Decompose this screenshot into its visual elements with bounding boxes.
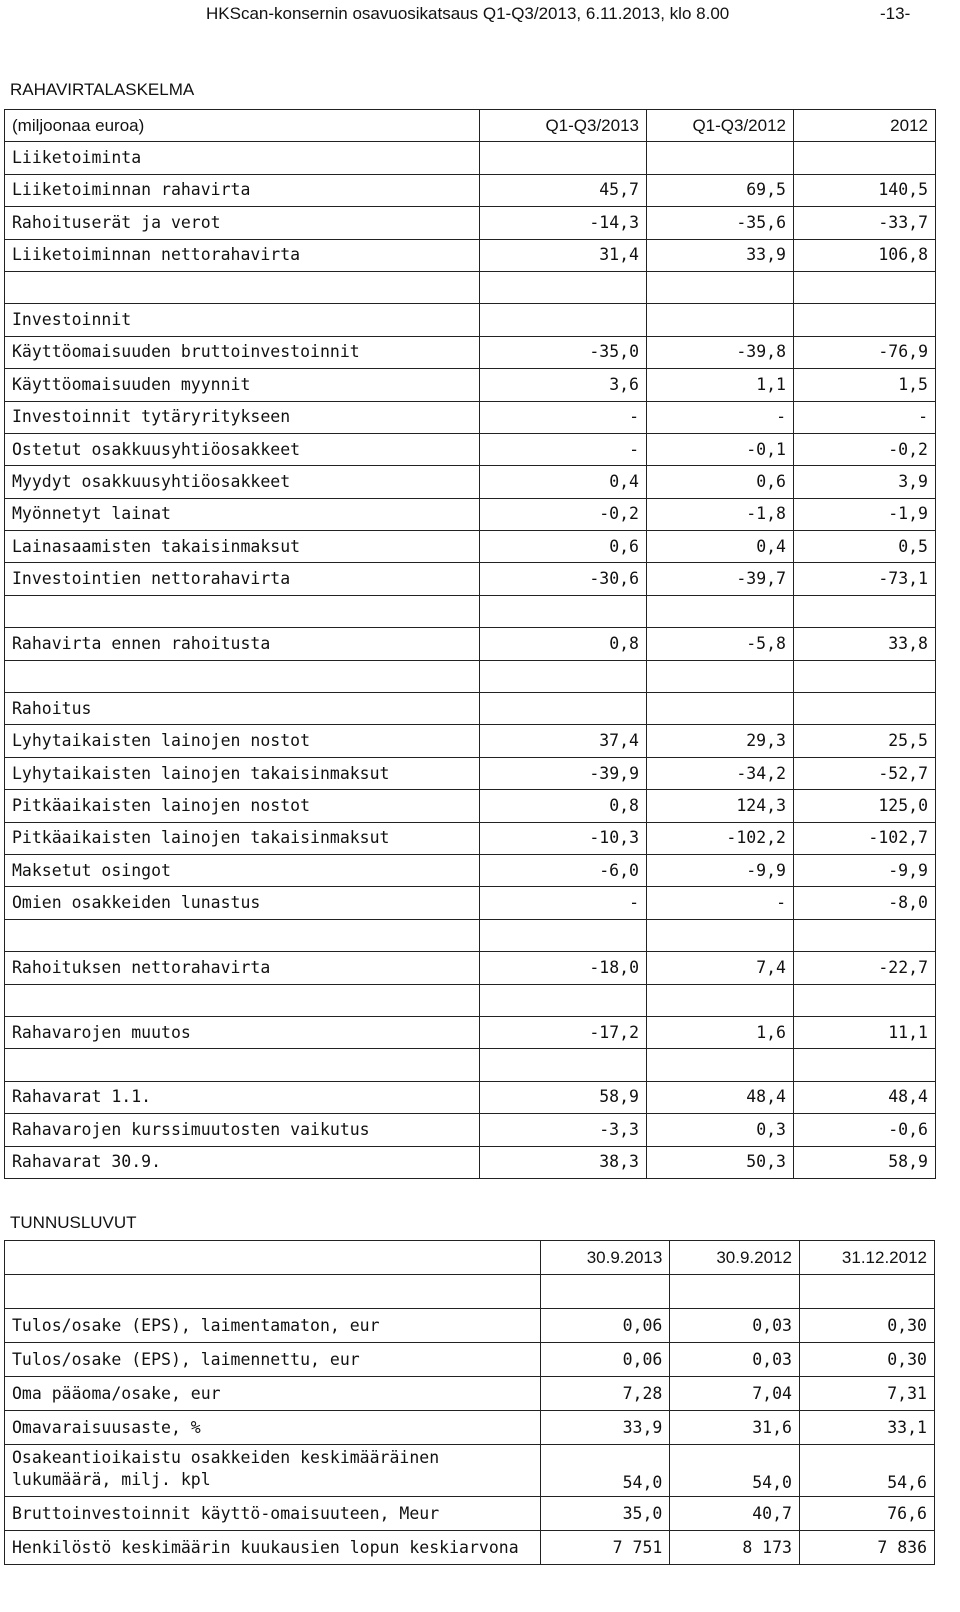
cell-value: -102,7	[794, 822, 936, 854]
row-label	[5, 1049, 480, 1081]
cell-value: 106,8	[794, 239, 936, 271]
column-header-30-9-2013: 30.9.2013	[540, 1241, 670, 1275]
cell-value: 31,4	[480, 239, 647, 271]
cell-value: 7,28	[540, 1377, 670, 1411]
cell-value: -102,2	[647, 822, 794, 854]
cashflow-row	[5, 952, 936, 984]
cell-value: -22,7	[794, 952, 936, 984]
cell-value: 8 173	[670, 1531, 800, 1565]
row-label: Rahavarojen kurssimuutosten vaikutus	[5, 1114, 480, 1146]
cell-value: -0,2	[794, 433, 936, 465]
cashflow-row	[5, 304, 936, 336]
cell-value: 7,4	[647, 952, 794, 984]
cell-value: -30,6	[480, 563, 647, 595]
cell-value: 0,03	[670, 1309, 800, 1343]
cell-value: -0,6	[794, 1114, 936, 1146]
cell-value	[794, 919, 936, 951]
cell-value: -34,2	[647, 757, 794, 789]
cell-value	[794, 693, 936, 725]
row-label: Rahavirta ennen rahoitusta	[5, 628, 480, 660]
cell-value: 7,31	[799, 1377, 934, 1411]
cell-value: 37,4	[480, 725, 647, 757]
cell-value: -9,9	[794, 854, 936, 886]
cell-value: -5,8	[647, 628, 794, 660]
row-label: Investointien nettorahavirta	[5, 563, 480, 595]
cell-value: 0,30	[799, 1309, 934, 1343]
row-label: Bruttoinvestoinnit käyttö-omaisuuteen, Meur	[5, 1497, 541, 1531]
cashflow-row	[5, 660, 936, 692]
cell-value: 11,1	[794, 1016, 936, 1048]
cell-value: 33,1	[799, 1411, 934, 1445]
cell-value: -	[480, 887, 647, 919]
cashflow-row	[5, 1016, 936, 1048]
row-label: Lyhytaikaisten lainojen takaisinmaksut	[5, 757, 480, 789]
cell-value: 45,7	[480, 174, 647, 206]
row-label: Investoinnit tytäryritykseen	[5, 401, 480, 433]
cashflow-row	[5, 984, 936, 1016]
cell-value: -0,2	[480, 498, 647, 530]
cashflow-row	[5, 854, 936, 886]
cashflow-header-row	[5, 110, 936, 142]
cell-value: 54,0	[540, 1445, 670, 1497]
cell-value: 0,8	[480, 628, 647, 660]
cell-value	[647, 595, 794, 627]
cell-value	[647, 919, 794, 951]
cell-value	[480, 660, 647, 692]
kpi-heading: TUNNUSLUVUT	[10, 1213, 137, 1232]
cashflow-row	[5, 595, 936, 627]
cashflow-row	[5, 401, 936, 433]
row-label: Omavaraisuusaste, %	[5, 1411, 541, 1445]
cell-value: -35,0	[480, 336, 647, 368]
cell-value: 0,4	[647, 531, 794, 563]
cell-value: 0,6	[480, 531, 647, 563]
row-label: Tulos/osake (EPS), laimennettu, eur	[5, 1343, 541, 1377]
cell-value: 3,6	[480, 369, 647, 401]
cell-value: 7,04	[670, 1377, 800, 1411]
cell-value	[799, 1275, 934, 1309]
row-label: Käyttöomaisuuden myynnit	[5, 369, 480, 401]
cashflow-row	[5, 1114, 936, 1146]
cell-value: -0,1	[647, 433, 794, 465]
cell-value	[647, 271, 794, 303]
cell-value	[647, 693, 794, 725]
cashflow-row	[5, 628, 936, 660]
cell-value: 3,9	[794, 466, 936, 498]
cashflow-row	[5, 271, 936, 303]
cell-value: -	[647, 887, 794, 919]
cell-value: 76,6	[799, 1497, 934, 1531]
row-label: Pitkäaikaisten lainojen takaisinmaksut	[5, 822, 480, 854]
cashflow-row	[5, 239, 936, 271]
cell-value: 35,0	[540, 1497, 670, 1531]
cell-value	[647, 1049, 794, 1081]
cell-value: 1,5	[794, 369, 936, 401]
cell-value: 7 751	[540, 1531, 670, 1565]
cell-value	[480, 693, 647, 725]
cashflow-row	[5, 466, 936, 498]
cell-value: 0,30	[799, 1343, 934, 1377]
cashflow-row	[5, 693, 936, 725]
column-header-q1q3-2013: Q1-Q3/2013	[480, 110, 647, 142]
cell-value	[480, 304, 647, 336]
cell-value: 58,9	[794, 1146, 936, 1178]
cell-value: 0,06	[540, 1343, 670, 1377]
cashflow-row	[5, 498, 936, 530]
cell-value	[794, 142, 936, 174]
cell-value: 33,9	[647, 239, 794, 271]
cell-value: 124,3	[647, 790, 794, 822]
row-label: Rahoituksen nettorahavirta	[5, 952, 480, 984]
column-header-2012: 2012	[794, 110, 936, 142]
row-label	[5, 919, 480, 951]
cashflow-row	[5, 336, 936, 368]
cell-value: 1,6	[647, 1016, 794, 1048]
cell-value: -	[480, 433, 647, 465]
kpi-row	[5, 1343, 935, 1377]
column-header-label	[5, 1241, 541, 1275]
cell-value	[647, 142, 794, 174]
row-label: Oma pääoma/osake, eur	[5, 1377, 541, 1411]
cell-value: 33,8	[794, 628, 936, 660]
cashflow-table	[4, 109, 936, 1179]
cell-value: 69,5	[647, 174, 794, 206]
cell-value: 0,6	[647, 466, 794, 498]
page-number: -13-	[880, 4, 911, 23]
cell-value: 0,4	[480, 466, 647, 498]
cell-value: 54,0	[670, 1445, 800, 1497]
cell-value	[647, 984, 794, 1016]
cell-value: -39,9	[480, 757, 647, 789]
cell-value: 0,5	[794, 531, 936, 563]
cell-value	[480, 271, 647, 303]
cell-value: -18,0	[480, 952, 647, 984]
row-label: Rahavarojen muutos	[5, 1016, 480, 1048]
column-header-q1q3-2012: Q1-Q3/2012	[647, 110, 794, 142]
cell-value: 31,6	[670, 1411, 800, 1445]
row-label: Rahoitus	[5, 693, 480, 725]
row-label	[5, 984, 480, 1016]
cell-value: 48,4	[647, 1081, 794, 1113]
cell-value	[647, 304, 794, 336]
row-label: Lainasaamisten takaisinmaksut	[5, 531, 480, 563]
cell-value: -	[480, 401, 647, 433]
cell-value: -33,7	[794, 207, 936, 239]
cell-value	[794, 1049, 936, 1081]
cell-value: -35,6	[647, 207, 794, 239]
cashflow-row	[5, 1081, 936, 1113]
cashflow-row	[5, 757, 936, 789]
cell-value: 54,6	[799, 1445, 934, 1497]
cashflow-row	[5, 1146, 936, 1178]
cashflow-row	[5, 531, 936, 563]
cell-value	[540, 1275, 670, 1309]
cashflow-row	[5, 725, 936, 757]
cell-value	[480, 1049, 647, 1081]
cashflow-row	[5, 790, 936, 822]
kpi-row	[5, 1309, 935, 1343]
row-label: Pitkäaikaisten lainojen nostot	[5, 790, 480, 822]
kpi-header-row	[5, 1241, 935, 1275]
cell-value: -3,3	[480, 1114, 647, 1146]
cell-value: -73,1	[794, 563, 936, 595]
row-label: Omien osakkeiden lunastus	[5, 887, 480, 919]
cell-value: -	[647, 401, 794, 433]
cell-value: 0,8	[480, 790, 647, 822]
cell-value: -39,8	[647, 336, 794, 368]
row-label-text: Osakeantioikaistu osakkeiden keskimääräinen lukumäärä, milj. kpl	[12, 1448, 440, 1489]
cell-value: -17,2	[480, 1016, 647, 1048]
cell-value	[794, 984, 936, 1016]
cashflow-row	[5, 919, 936, 951]
row-label: Rahavarat 1.1.	[5, 1081, 480, 1113]
cell-value: -39,7	[647, 563, 794, 595]
page-header	[0, 2, 940, 28]
cell-value	[480, 919, 647, 951]
cell-value: 0,06	[540, 1309, 670, 1343]
cashflow-row	[5, 174, 936, 206]
kpi-row	[5, 1411, 935, 1445]
cell-value	[480, 595, 647, 627]
row-label: Henkilöstö keskimäärin kuukausien lopun keskiarvona	[5, 1531, 541, 1565]
cell-value: 48,4	[794, 1081, 936, 1113]
row-label: Myydyt osakkuusyhtiöosakkeet	[5, 466, 480, 498]
cell-value	[647, 660, 794, 692]
cell-value	[670, 1275, 800, 1309]
cell-value: 1,1	[647, 369, 794, 401]
row-label	[5, 1275, 541, 1309]
row-label	[5, 1445, 541, 1497]
row-label: Investoinnit	[5, 304, 480, 336]
cell-value: -1,9	[794, 498, 936, 530]
cashflow-row	[5, 887, 936, 919]
row-label	[5, 271, 480, 303]
cashflow-row	[5, 207, 936, 239]
cell-value: 7 836	[799, 1531, 934, 1565]
cell-value	[480, 142, 647, 174]
cell-value: -	[794, 401, 936, 433]
row-label: Tulos/osake (EPS), laimentamaton, eur	[5, 1309, 541, 1343]
row-label: Liiketoiminta	[5, 142, 480, 174]
cell-value: 50,3	[647, 1146, 794, 1178]
cell-value: -1,8	[647, 498, 794, 530]
row-label: Liiketoiminnan nettorahavirta	[5, 239, 480, 271]
cashflow-row	[5, 433, 936, 465]
kpi-row	[5, 1497, 935, 1531]
row-label: Lyhytaikaisten lainojen nostot	[5, 725, 480, 757]
cashflow-table-body	[5, 110, 936, 1179]
cell-value: 29,3	[647, 725, 794, 757]
row-label: Rahoituserät ja verot	[5, 207, 480, 239]
kpi-row	[5, 1377, 935, 1411]
kpi-row	[5, 1275, 935, 1309]
cell-value	[794, 595, 936, 627]
cell-value: 38,3	[480, 1146, 647, 1178]
cell-value: 125,0	[794, 790, 936, 822]
cell-value: -10,3	[480, 822, 647, 854]
cashflow-row	[5, 1049, 936, 1081]
cell-value: -6,0	[480, 854, 647, 886]
kpi-row	[5, 1445, 935, 1497]
document-title: HKScan-konsernin osavuosikatsaus Q1-Q3/2013, 6.11.2013, klo 8.00	[206, 4, 730, 23]
cell-value: 58,9	[480, 1081, 647, 1113]
row-label	[5, 660, 480, 692]
cell-value: -76,9	[794, 336, 936, 368]
cell-value	[480, 984, 647, 1016]
column-header-unit: (miljoonaa euroa)	[5, 110, 480, 142]
kpi-row	[5, 1531, 935, 1565]
row-label: Ostetut osakkuusyhtiöosakkeet	[5, 433, 480, 465]
cell-value	[794, 304, 936, 336]
cell-value: 140,5	[794, 174, 936, 206]
cell-value	[794, 271, 936, 303]
kpi-table-body	[5, 1241, 935, 1565]
cell-value: -14,3	[480, 207, 647, 239]
row-label: Käyttöomaisuuden bruttoinvestoinnit	[5, 336, 480, 368]
row-label: Myönnetyt lainat	[5, 498, 480, 530]
cell-value: 40,7	[670, 1497, 800, 1531]
cell-value: 25,5	[794, 725, 936, 757]
cashflow-row	[5, 563, 936, 595]
cell-value: -52,7	[794, 757, 936, 789]
cell-value: -8,0	[794, 887, 936, 919]
cashflow-heading: RAHAVIRTALASKELMA	[10, 80, 195, 99]
cell-value: 33,9	[540, 1411, 670, 1445]
kpi-table	[4, 1240, 935, 1565]
cell-value	[794, 660, 936, 692]
cell-value: 0,03	[670, 1343, 800, 1377]
column-header-31-12-2012: 31.12.2012	[799, 1241, 934, 1275]
cell-value: 0,3	[647, 1114, 794, 1146]
row-label: Rahavarat 30.9.	[5, 1146, 480, 1178]
column-header-30-9-2012: 30.9.2012	[670, 1241, 800, 1275]
row-label: Liiketoiminnan rahavirta	[5, 174, 480, 206]
cashflow-row	[5, 822, 936, 854]
row-label: Maksetut osingot	[5, 854, 480, 886]
cell-value: -9,9	[647, 854, 794, 886]
cashflow-row	[5, 369, 936, 401]
cashflow-row	[5, 142, 936, 174]
row-label	[5, 595, 480, 627]
